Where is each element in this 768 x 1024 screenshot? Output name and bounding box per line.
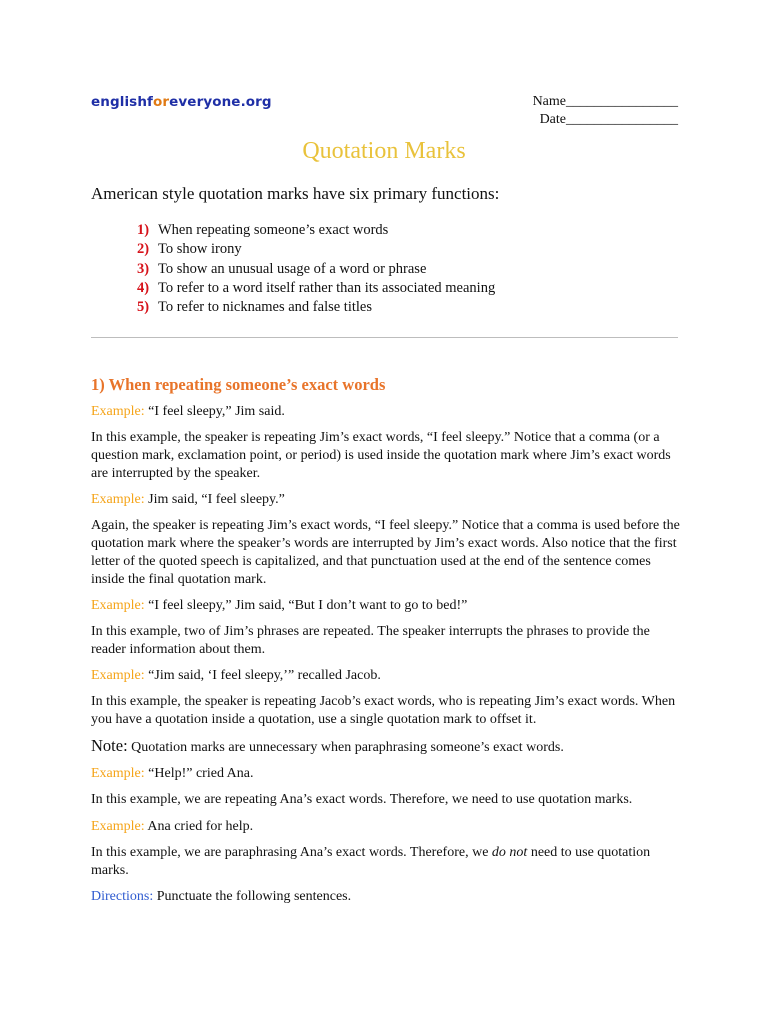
page-title: Quotation Marks (302, 138, 466, 164)
explanation (91, 844, 681, 880)
example-line (91, 403, 681, 421)
list-item (137, 279, 495, 298)
functions-list (137, 221, 495, 317)
list-number: 1) (137, 222, 150, 238)
name-field: Name________________ (532, 94, 678, 109)
explanation: In this example, the speaker is repeating Jim’s exact words, “I feel sleepy.” Notice that a comma (or a question mark, exclamation point, or period) is used inside the quotation mark where Jim’s exact words are interrupted by the speaker. (91, 430, 671, 481)
example-line (91, 491, 681, 509)
directions-text: Punctuate the following sentences. (153, 888, 352, 904)
list-item (137, 221, 495, 240)
example-line (91, 597, 681, 615)
example-label: Example: (91, 597, 145, 613)
directions-label: Directions: (91, 888, 154, 904)
example-label: Example: (91, 404, 145, 419)
explanation-emphasis: do not (491, 844, 528, 860)
note-text: Quotation marks are unnecessary when paraphrasing someone’s exact words. (127, 740, 564, 756)
example-text: “I feel sleepy,” Jim said. (148, 404, 285, 419)
example-label: Example: (91, 766, 145, 782)
intro-text: American style quotation marks have six primary functions: (91, 184, 500, 203)
name-date-block (500, 93, 678, 129)
example-text: “I feel sleepy,” Jim said, “But I don’t want to go to bed!” (148, 597, 468, 613)
list-number: 5) (137, 299, 150, 316)
list-item (137, 240, 495, 259)
directions-line (91, 888, 681, 906)
logo-part-1: englishf (91, 94, 154, 110)
explanation: In this example, the speaker is repeating Jacob’s exact words, who is repeating Jim’s exact words. When you have a quotation inside a quotation, use a single quotation mark to offset it. (91, 694, 676, 727)
example-text: “Help!” cried Ana. (148, 766, 254, 782)
logo-part-2: or (153, 94, 170, 110)
list-text: To show irony (158, 241, 242, 258)
explanation: In this example, we are repeating Ana’s exact words. Therefore, we need to use quotation marks. (91, 792, 633, 808)
list-item (137, 260, 495, 279)
example-line (91, 818, 681, 836)
note-label: Note: (91, 736, 128, 756)
explanation-after: need to use quotation marks. (91, 844, 651, 878)
site-logo (91, 94, 272, 110)
list-text: To show an unusual usage of a word or phrase (158, 260, 427, 277)
list-text: To refer to a word itself rather than its associated meaning (158, 279, 496, 296)
list-text: To refer to nicknames and false titles (158, 299, 372, 316)
body-content (91, 403, 681, 914)
example-text: “Jim said, ‘I feel sleepy,’” recalled Jacob. (148, 667, 381, 683)
example-label: Example: (91, 818, 145, 834)
explanation: Again, the speaker is repeating Jim’s exact words, “I feel sleepy.” Notice that a comma is used before the quotation mark where the speaker’s words are interrupted by Jim’s exact words. Also notice that the first letter of the quoted speech is capitalized, and that punctuation used at the end of the sentence comes inside the final quotation mark. (91, 518, 680, 587)
example-label: Example: (91, 667, 145, 683)
example-text: Jim said, “I feel sleepy.” (148, 491, 285, 507)
note-line (91, 737, 681, 757)
section-heading: 1) When repeating someone’s exact words (91, 375, 386, 394)
list-number: 4) (137, 279, 150, 296)
explanation-before: In this example, we are paraphrasing Ana’s exact words. Therefore, we (91, 844, 492, 860)
logo-part-3: everyone.org (169, 94, 272, 110)
divider (91, 337, 678, 338)
list-number: 3) (137, 260, 150, 277)
example-label: Example: (91, 491, 145, 507)
example-line (91, 765, 681, 783)
example-text: Ana cried for help. (147, 818, 254, 834)
date-field: Date________________ (539, 112, 678, 127)
list-number: 2) (137, 241, 150, 258)
list-item (137, 298, 495, 317)
explanation: In this example, two of Jim’s phrases are repeated. The speaker interrupts the phrases to provide the reader information about them. (91, 623, 650, 657)
list-text: When repeating someone’s exact words (158, 222, 389, 238)
example-line (91, 667, 681, 685)
